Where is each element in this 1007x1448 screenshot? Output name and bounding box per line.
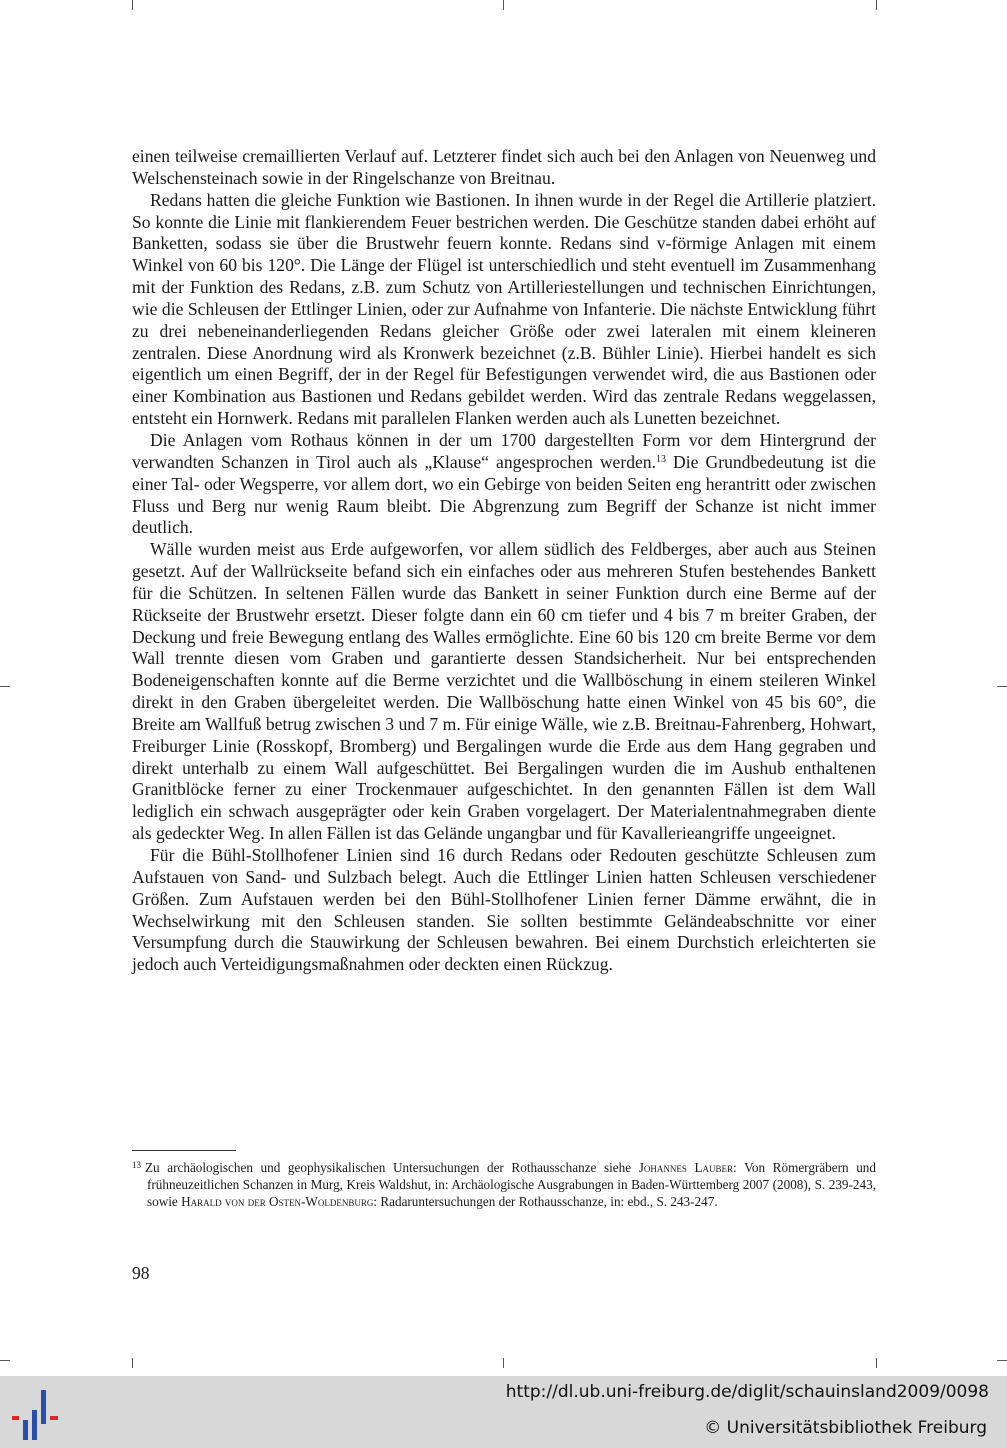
crop-mark (997, 1360, 1007, 1361)
crop-mark (503, 1358, 504, 1368)
crop-mark (132, 0, 133, 10)
body-text (132, 146, 876, 976)
library-logo-icon (12, 1390, 64, 1440)
footnote-divider (132, 1150, 236, 1151)
footnote-author: Harald von der Osten-Woldenburg (181, 1194, 374, 1210)
footnote (132, 1157, 876, 1211)
paragraph-3-text: Die Anlagen vom Rothaus können in der um 1700 dargestellten Form vor dem Hintergrund der verwandten Schanzen in Tirol auch als „Klause“ angesprochen werden. (132, 429, 876, 472)
crop-mark (876, 0, 877, 10)
paragraph-5: Für die Bühl-Stollhofener Linien sind 16 durch Redans oder Redouten geschützte Schleusen zum Aufstauen von Sand- und Sulzbach belegt. Auch die Ettlinger Linien hatten Schleusen verschiedener Größen. Zum Aufstauen werden bei den Bühl-Stollhofener Linien ferner Dämme erwähnt, die in Wechselwirkung mit den Schleusen standen. Sie sollten bestimmte Geländeabschnitte vor einer Versumpfung durch die Stauwirkung der Schleusen bewahren. Bei einem Durchstich erleichterten sie jedoch auch Verteidigungsmaßnahmen oder deckten einen Rückzug. (132, 845, 876, 975)
paragraph-3 (132, 430, 876, 539)
crop-mark (997, 686, 1007, 687)
paragraph-4: Wälle wurden meist aus Erde aufgeworfen, vor allem südlich des Feldberges, aber auch aus Steinen gesetzt. Auf der Wallrückseite befand sich ein einfaches oder aus mehreren Stufen bestehendes Bankett für die Schützen. In seltenen Fällen wurde das Bankett in seiner Funktion durch eine Berme auf der Rückseite der Brustwehr ersetzt. Dieser folgte dann ein 60 cm tiefer und 4 bis 7 m breiter Graben, der Deckung und freie Bewegung entlang des Walles ermöglichte. Eine 60 bis 120 cm breite Berme vor dem Wall trennte diesen vom Graben und garantierte dessen Standsicherheit. Nur bei entsprechenden Bodeneigenschaften konnte auf die Berme verzichtet und die Wallböschung in einem steileren Winkel direkt in den Graben übergeleitet werden. Die Wallböschung hatte einen Winkel von 45 bis 60°, die Breite am Wallfuß betrug zwischen 3 und 7 m. Für einige Wälle, wie z.B. Breitnau-Fahrenberg, Hohwart, Freiburger Linie (Rosskopf, Bromberg) und Bergalingen wurde die Erde aus dem Hang gegraben und direkt unterhalb zu einem Wall aufgeschüttet. Bei Bergalingen wurden die im Aushub enthaltenen Granitblöcke ferner zu einer Trockenmauer aufgeschichtet. In den genannten Fällen ist dem Wall lediglich ein schwach ausgeprägter oder kein Graben vorgelagert. Der Materialentnahmegraben diente als gedeckter Weg. In allen Fällen ist das Gelände ungangbar und für Kavallerieangriffe ungeeignet. (132, 539, 876, 844)
paragraph-1: einen teilweise cremaillierten Verlauf auf. Letzterer findet sich auch bei den Anlagen von Neuenweg und Welschensteinach sowie in der Ringelschanze von Breitnau. (132, 146, 876, 188)
footnote-text (132, 1157, 876, 1211)
crop-mark (876, 1358, 877, 1368)
footnote-reference[interactable]: 13 (656, 453, 666, 465)
paragraph-3-text-cont: Die Grundbedeutung ist die einer Tal- oder Wegsperre, vor allem dort, wo ein Gebirge von beiden Seiten eng herantritt oder zwischen Fluss und Berg nur wenig Raum bleibt. Die Abgrenzung zum Begriff der Schanze ist nicht immer deutlich. (132, 451, 876, 538)
footnote-part: : Von Römergräbern und frühneuzeitlichen Schanzen in Murg, Kreis Waldshut, in: Archäologische Ausgrabungen in Baden-Württemberg 2007 (2008), S. 239-243, sowie (147, 1160, 876, 1210)
crop-mark (0, 1360, 10, 1361)
footer-copyright: © Universitätsbibliothek Freiburg (704, 1418, 987, 1438)
footnote-number: 13 (132, 1160, 141, 1170)
crop-mark (503, 0, 504, 10)
footnote-part: : Radaruntersuchungen der Rothausschanze, in: ebd., S. 243-247. (373, 1194, 718, 1210)
page-number: 98 (132, 1263, 150, 1283)
crop-mark (0, 686, 10, 687)
footer-url-link[interactable]: http://dl.ub.uni-freiburg.de/diglit/schauinsland2009/0098 (505, 1382, 989, 1402)
footnote-author: Johannes Lauber (638, 1160, 734, 1175)
paragraph-2: Redans hatten die gleiche Funktion wie Bastionen. In ihnen wurde in der Regel die Artillerie platziert. So konnte die Linie mit flankierendem Feuer bestrichen werden. Die Geschütze standen dabei erhöht auf Banketten, sodass sie über die Brustwehr feuern konnte. Redans sind v-förmige Anlagen mit einem Winkel von 60 bis 120°. Die Länge der Flügel ist unterschiedlich und steht eventuell im Zusammenhang mit der Funktion des Redans, z.B. zum Schutz von Artilleriestellungen und technischen Einrichtungen, wie die Schleusen der Ettlinger Linien, oder zur Aufnahme von Infanterie. Die nächste Entwicklung führt zu drei nebeneinanderliegenden Redans gleicher Größe oder zwei lateralen mit einem kleineren zentralen. Diese Anordnung wird als Kronwerk bezeichnet (z.B. Bühler Linie). Hierbei handelt es sich eigentlich um einen Begriff, der in der Regel für Befestigungen verwendet wird, die aus Bastionen oder einer Kombination aus Bastionen und Redans gebildet werden. Wird das zentrale Redans weggelassen, entsteht ein Hornwerk. Redans mit parallelen Flanken werden auch als Lunetten bezeichnet. (132, 189, 876, 429)
footnote-part: Zu archäologischen und geophysikalischen Untersuchungen der Rothausschanze siehe (145, 1160, 639, 1175)
crop-mark (132, 1358, 133, 1368)
